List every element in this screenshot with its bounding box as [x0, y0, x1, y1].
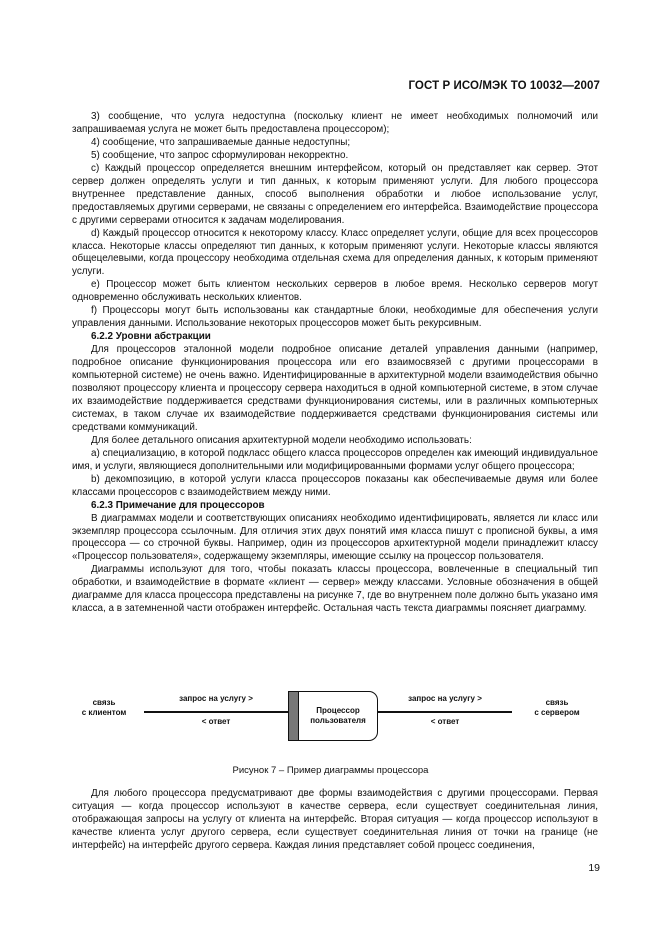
- body-text-continued: [72, 788, 598, 853]
- processor-class-name-line: Процессор: [316, 706, 360, 715]
- paragraph: Диаграммы используют для того, чтобы показать классы процессора, вовлеченные в специальный тип обработки, и взаимодействие в формате «клиент — сервер» между классами. Условные обозначения в общей диаграмме для класса процессора представлены на рисунке 7, где во внутреннем поле должно быть указано имя класса, а в затемненной части отображен интерфейс. Остальная часть текста диаграммы поясняет диаграмму.: [72, 564, 598, 615]
- page-number: 19: [588, 862, 600, 874]
- processor-class-name-line: пользователя: [310, 716, 366, 725]
- server-link-label-line: связь: [545, 698, 569, 707]
- figure-caption: Рисунок 7 – Пример диаграммы процессора: [232, 765, 429, 776]
- paragraph: В диаграммах модели и соответствующих описаниях необходимо идентифицировать, является ли класс или экземпляр процессора ссылочным. Для отличия этих двух понятий имя класса пишут с прописной буквы, а имя процессора — со строчной буквы. Например, один из процессоров архитектурной модели принадлежит классу «Процессор пользователя», содержащему экземпляры, имеющие ссылку на процессор пользователя.: [72, 512, 598, 563]
- paragraph: b) декомпозицию, в которой услуги класса процессоров показаны как обеспечиваемые двумя или более классами процессоров с взаимодействием между ними.: [72, 473, 598, 498]
- paragraph: 4) сообщение, что запрашиваемые данные недоступны;: [91, 136, 351, 148]
- body-text: [72, 111, 598, 616]
- request-label: запрос на услугу >: [179, 694, 253, 703]
- request-label: запрос на услугу >: [408, 694, 482, 703]
- client-connection-line: [144, 711, 288, 713]
- paragraph: Для более детального описания архитектурной модели необходимо использовать:: [91, 434, 472, 446]
- section-heading: 6.2.2 Уровни абстракции: [91, 331, 211, 343]
- paragraph: 5) сообщение, что запрос сформулирован некорректно.: [91, 149, 349, 161]
- server-link-label-line: с сервером: [534, 708, 580, 717]
- paragraph: Для любого процессора предусматривают две формы взаимодействия с другими процессорами. Первая ситуация — когда процессор используют в качестве сервера, если существует соединительная линия, отображающая запросы на услугу от клиента на интерфейс. Вторая ситуация — когда процессор используют в качестве клиента услуг другого сервера, если существует соединительная линия от точки на границе (не интерфейс) на интерфейс другого сервера. Каждая линия представляет собой процесс соединения,: [72, 788, 598, 851]
- server-link-label: [518, 698, 596, 718]
- paragraph: 3) сообщение, что услуга недоступна (поскольку клиент не имеет необходимых полномочий или запрашиваемая услуга не может быть предоставлена процессором);: [72, 111, 598, 135]
- paragraph: e) Процессор может быть клиентом нескольких серверов в любое время. Несколько серверов могут одновременно обслуживать нескольких клиентов.: [72, 279, 598, 304]
- section-heading: 6.2.3 Примечание для процессоров: [91, 499, 265, 511]
- processor-class-name: [310, 706, 366, 726]
- server-connection-line: [378, 711, 512, 713]
- client-link-label-line: с клиентом: [81, 708, 127, 717]
- response-label: < ответ: [430, 717, 460, 726]
- processor-diagram: [72, 683, 598, 745]
- client-link-label: [72, 698, 136, 718]
- client-link-label-line: связь: [92, 698, 116, 707]
- processor-box: [298, 691, 378, 741]
- page-header: ГОСТ Р ИСО/МЭК ТО 10032—2007: [408, 80, 600, 92]
- paragraph: a) специализацию, в которой подкласс общего класса процессоров определен как имеющий индивидуальное имя, и услуги, являющиеся дополнительными или модифицированными формами услуг общего процессора;: [72, 447, 598, 472]
- response-label: < ответ: [201, 717, 231, 726]
- paragraph: Для процессоров эталонной модели подробное описание деталей управления данными (например, подробное описание функционирования процессора или его взаимосвязей с другими процессорами в компьютерной системе) не очень важно. Идентифицированные в архитектурной модели взаимодействия обычно позволяют процессору клиента и процессору сервера находиться в одной компьютерной системе, в этом случае их взаимодействие поддерживается средствами функционирования системы, или в различных компьютерных системах, в таком случае их взаимодействие поддерживается средствами функционирования системы или средствами коммуникаций.: [72, 344, 598, 433]
- paragraph: c) Каждый процессор определяется внешним интерфейсом, который он представляет как сервер. Этот сервер должен определять услуги и тип данных, к которым применяют услуги. Для любого процессора внутреннее представление данных, способ выполнения обработки и любое использование услуг, предоставляемых другими серверами, не связаны с определением его интерфейса. Взаимодействие процессора с другими серверами относится к задачам моделирования.: [72, 162, 598, 226]
- paragraph: d) Каждый процессор относится к некоторому классу. Класс определяет услуги, общие для всех процессоров класса. Некоторые классы определяют тип данных, к которым применяют услуги. Некоторые классы являются общецелевыми, когда процессору необходима отдельная схема для определения данных, к которым применяют услуги.: [72, 227, 598, 278]
- paragraph: f) Процессоры могут быть использованы как стандартные блоки, необходимые для обеспечения услуги управления данными. Использование некоторых процессоров может быть рекурсивным.: [72, 305, 598, 330]
